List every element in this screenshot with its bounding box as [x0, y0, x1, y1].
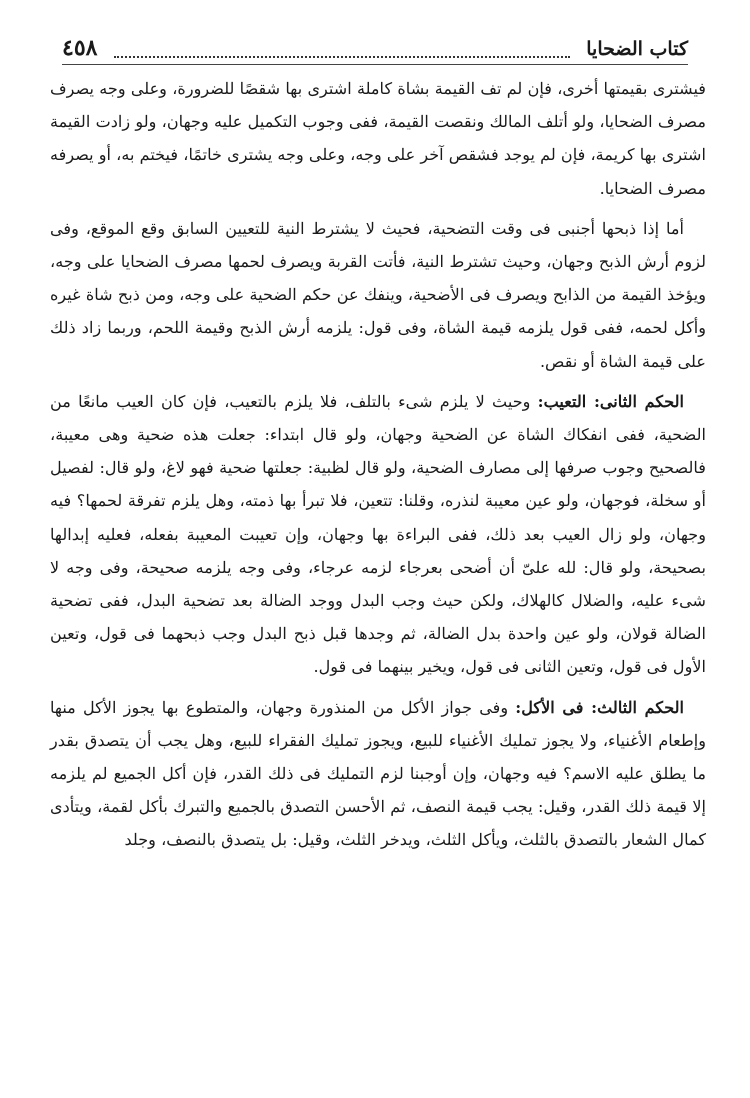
running-title: كتاب الضحايا — [586, 38, 688, 60]
paragraph-text: فيشترى بقيمتها أخرى، فإن لم تف القيمة بشاة كاملة اشترى بها شقصًا للضرورة، وعلى وجه يصرف مصرف الضحايا، ولو أتلف المالك ونقصت القيمة، ففى وجوب التكميل عليه وجهان، ولو زادت القيمة اشترى بها كريمة، فإن لم يوجد فشقص آخر على وجه، وعلى وجه يشترى خاتمًا، فيختم به، أو يصرفه مصرف الضحايا. — [50, 79, 706, 198]
paragraph-foreign-slaughter — [50, 212, 706, 378]
page-body — [50, 72, 706, 864]
header-dot-leader — [114, 56, 570, 58]
paragraph-text: أما إذا ذبحها أجنبى فى وقت التضحية، فحيث لا يشترط النية للتعيين السابق وقع الموقع، وفى لزوم أرش الذبح وجهان، وحيث تشترط النية، فأتت القربة ويصرف لحمها مصرف الضحايا على وجه، ويؤخذ القيمة من الذابح ويصرف فى الأضحية، وينفك عن حكم الضحية على وجه، ومن ذبح شاة غيره وأكل لحمه، ففى قول يلزمه قيمة الشاة، وفى قول: يلزمه أرش الذبح وقيمة اللحم، وربما زاد ذلك على قيمة الشاة أو نقص. — [50, 218, 706, 371]
page-header — [62, 36, 688, 66]
header-rule — [62, 64, 688, 65]
paragraph-text: وحيث لا يلزم شىء بالتلف، فلا يلزم بالتعيب، فإن كان العيب مانعًا من الضحية، ففى انفكاك الشاة عن الضحية وجهان، ولو قال ابتداء: جعلت هذه ضحية وهى معيبة، فالصحيح وجوب صرفها إلى مصارف الضحية، ولو قال لظبية: جعلتها ضحية فهو لاغ، ولو قال: لفصيل أو سخلة، فوجهان، ولو عين معيبة لنذره، وقلنا: تتعين، فلا تبرأ بها ذمته، وهل يلزم تفرقة لحمها؟ فيه وجهان، ولو زال العيب بعد ذلك، ففى البراءة بها وجهان، وإن تعيبت المعيبة بفعله، فعليه إبدالها بصحيحة، ولو قال: لله علىّ أن أضحى بعرجاء لزمه عرجاء، وفى وجه يلزمه صحيحة، وفى وجه لا شىء عليه، والضلال كالهلاك، ولكن حيث وجب البدل ووجد الضالة بعد تضحية البدل، ففى تضحية الضالة قولان، ولو عين واحدة بدل الضالة، ثم وجدها قبل ذبح البدل وجب ذبحهما فى قول، وتعين الأول فى قول، وتعين الثانى فى قول، ويخير بينهما فى قول. — [50, 391, 706, 677]
paragraph-text: وفى جواز الأكل من المنذورة وجهان، والمتطوع بها يجوز الأكل منها وإطعام الأغنياء، ولا يجوز تمليك الأغنياء للبيع، ويجوز تمليك الفقراء للبيع، وهل يجب أن يتصدق بقدر ما يطلق عليه الاسم؟ فيه وجهان، وإن أوجبنا لزم التمليك فى ذلك القدر، فإن أكل الجميع لم يلزمه إلا قيمة ذلك القدر، وقيل: يجب قيمة النصف، ثم الأحسن التصدق بالجميع والتبرك بأكل لقمة، ويتأدى كمال الشعار بالتصدق بالثلث، ويأكل الثلث، ويدخر الثلث، وقيل: بل يتصدق بالنصف، وجلد — [50, 697, 706, 850]
paragraph-ruling-three — [50, 691, 706, 857]
page-number: ٤٥٨ — [62, 35, 98, 61]
paragraph-continuation — [50, 72, 706, 205]
section-heading: الحكم الثالث: فى الأكل: — [515, 697, 684, 717]
section-heading: الحكم الثانى: التعيب: — [537, 391, 684, 411]
paragraph-ruling-two — [50, 385, 706, 684]
